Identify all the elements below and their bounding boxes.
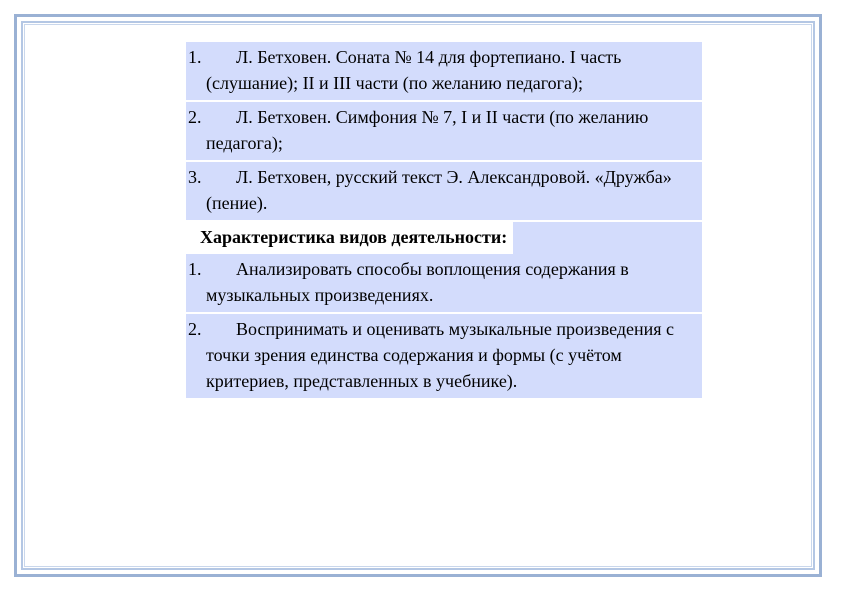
- section-heading-row: [186, 222, 702, 254]
- list-item: [186, 162, 702, 220]
- list-item: [186, 314, 702, 398]
- list-item-text: Воспринимать и оценивать музыкальные произведения с точки зрения единства содержания и формы (с учётом критериев, представленных в учебнике).: [206, 319, 675, 391]
- section-heading: Характеристика видов деятельности:: [196, 222, 513, 254]
- list-item-text: Анализировать способы воплощения содержания в музыкальных произведениях.: [206, 259, 629, 305]
- list-item: [186, 254, 702, 312]
- list-item-text: Л. Бетховен. Симфония № 7, I и II части (по желанию педагога);: [206, 107, 649, 153]
- list-item: [186, 42, 702, 100]
- list-item-text: Л. Бетховен. Соната № 14 для фортепиано. I часть (слушание); II и III части (по желанию педагога);: [206, 47, 622, 93]
- list-number: 3.: [188, 167, 202, 187]
- list-item-text: Л. Бетховен, русский текст Э. Александровой. «Дружба» (пение).: [206, 167, 672, 213]
- list-item: [186, 102, 702, 160]
- list-number: 1.: [188, 259, 202, 279]
- list-number: 2.: [188, 319, 202, 339]
- text-block: [186, 42, 702, 400]
- list-number: 1.: [188, 47, 202, 67]
- list-number: 2.: [188, 107, 202, 127]
